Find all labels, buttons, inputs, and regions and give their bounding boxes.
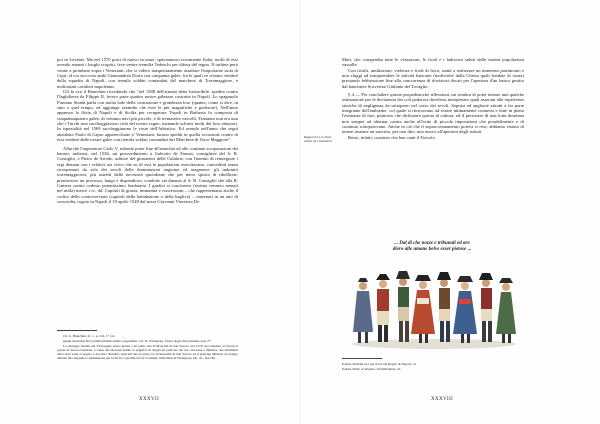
left-paragraph: poi in Levante. Ma nel 1570 posti di nuovo in mare, spavemnoso novamente Italia; molti di essi avendo smunti i luoghi scopriti, fece venire tremilia Tedeschi per difesa del regno. Il turbine però venne a piombare sopra i Veneziani, che si videro inaspettatamente assaltare l'importante isola di Cipri, al cui soccorso andò Giannandrea Doria con cinquanta galee, fra le quali ve n'erano ventitrè della squadra di Napoli, con tremila soldati comandati dal marchese di Torremaggiore, e moltissimi cavalieri napoletani. xyxy=(57,57,238,89)
left-body-text xyxy=(57,57,238,204)
left-paragraph: Allorchè l'imperatore Carlo V, ridondo poter fine all'anarchia ed alle continue scorparazioni dei baroni, indizirsi, nel 1536, un provvedimento a Galeotto de Franza, consigliere del S. R. Consiglio, e Pietro de Arredo, uditore del giustizieri delle Calabrie, con l'intento di reintegrare i regi demani con i relativi usi civici che su di essi le popolazioni esercitavano, concedesti senza riceoperanti da sola dei secoli delle dominazioni angioine ed aragonese: gli indomiti torremaggioresi, più astretti dalle necessità quotidiane che per mero spirito di ribellione, promossero un processo, lungo e dispendioso, condotto sia dinanzi al S. R. Consiglio che alla R. Camera contro codesto potentissimo feudatario. I giudici si conclusero (restino vennero menati nel nulla) mercè i cc. dd. Capitoli di grazia, immunità e concessioni – che rappresentano anche il codice delle controversioni (capitoli della baindazione o della bagliva) – contenuti in un atto di concordia, rogato in Napoli il 19 aprile 1549 dal notar Giovanni Vincenzo De xyxy=(57,145,238,204)
footnote: Poletti, Romani ed i usi civici nel Regno di Napoli, cit. xyxy=(342,362,417,366)
left-paragraph: Gli fa eco il Bianchini ricordando che "nel 1588 dell'armata detta Invincibile, spedita contro l'Inghilterra da Filippo II, fecero parte quattro nostre galeazze costruite in Napoli. Lo spagnuolo Fimiano Strada parla con molta lode della costruzione e grandezza loro (quanto, come si dice, in sino a quel tempo, ed aggiunge eziandio che esse le più magnifiche e poderose). Nell'anno appresso la flotta di Napoli e di Sicilia per recuperare Tripoli in Barberia fu composta di cinquantaquattro galee, di ventuno navi più piccole, e di trentasette vascelli. Frattanto non era uno che i Turchi non saccheggiassero città del nostro regno, menando schiavi molti dei loro abitatori. In ispezialità nel 1569 saccheggiarono le coste dell'Adriatico. Ed avendo nell'anno che seguì anzidetto Paolo di Capro apparecchiate a' Veneziani, furono spediti in quella occasione contro di essi ventitré delle nostre galee con tremila soldati comandati dal Marchese di Torre Maggiore". xyxy=(57,89,238,143)
right-paragraph: Mari, che coinpendia tutte le vessazioni, le frodi e i ladrocini subiti dalle inermi popolazioni vassalle. xyxy=(342,57,524,68)
footnote-rule xyxy=(57,330,97,331)
footnote: Poletti, Della «Cattedra» all'Abbiamata, cit. xyxy=(342,366,402,371)
figure-1 xyxy=(353,278,373,343)
left-page-number: XXXVII xyxy=(139,397,160,402)
right-paragraph: Resto, infatti, convinto che ben canti il Foscolo xyxy=(348,134,435,140)
footnote: Le reintegre feudali nel Vicereggno erano giunte a tal punto che l'Università di San Severo, nel 1570, nel chiedere al Viceré la grazia di essere rivendata, a causa del rilevanti debiti, la supplicò di darghi un padrone che ora crisciesse e dubitera, che altrimenti detta terra sarìa al pegaio e del tutto distrutta. Agli atti del processo tra l'Università di San Severo ed il principe Michele de Sangro dinanzi alla Suprema Commissione per le liti fra i già Baroni ed i Comuni, richiamati in Winspeare, Op. cit., nota 80. xyxy=(57,343,238,361)
costume-illustration xyxy=(349,262,519,350)
footnote-rule xyxy=(342,358,382,359)
quote-line: diero alle umane belve esser pietose ... xyxy=(392,247,472,252)
right-paragraph: § 4 — Per concludere queste propedeutiche riflessioni, mi sembra di poter tentare una qualche estimazione per le deviazioni dei coli poderosi dovelessi interpretare quali reazioni alle esperienze storiche di negligenza da sottoperto nel corso dei secoli. Soprusi ed angherie attratti a far parte integrante dell'ambiente, col quale si ritrovavano ad essere intimamente connessi e fatte in pieno l'esistenze di fare, piuttosto che dichiarare questa di cultura, ed il persistere di una lotta destinata non sempre ad alternar contro anche all'esito di piccole imposizioni che possibilmente e di continuo sottopotevano. Anche in ciò che il sopraccennamento poteva si rese, abbiamo vistato di tenere insieme un sancrito, per non dire, non nuovo all'apertura degli istituti. xyxy=(342,92,524,135)
figure-6 xyxy=(453,276,477,343)
right-paragraph: Con rivalti, umiliazioni, violenze e frodi di fisco, stanti a realizzare un immenso patrimonio e non sfuggì ad intraprendere le attività bancarie (moltivolte dalla Chiesa quali fondate di usura) prestando febbrissione fine alla concorrenza di doviziosi docati per l'apertura d'un banco gestito dal banchiere Scaverino Giuliano del Tovaglio. xyxy=(342,67,524,89)
poem-quote xyxy=(352,241,512,253)
right-page-number: XXXVIII xyxy=(431,397,454,402)
figure-3 xyxy=(396,271,410,342)
figure-8 xyxy=(496,278,516,343)
right-page xyxy=(300,0,600,424)
footnote: Quam absolutus Dei optimi maximi auxilio expeditum. Cfr. D. Winspeare, Storia degli abusi feudali, nota 77. xyxy=(63,338,212,343)
figure-2 xyxy=(376,274,390,342)
figure-5 xyxy=(437,272,451,342)
footnote: Cfr. L. Bianchini, O. c., p. 241, 1° vol. xyxy=(63,334,116,338)
quote-line: ... Dal di che nozze e tribunali ed are xyxy=(394,241,470,246)
left-footnotes xyxy=(57,330,238,361)
right-body-text xyxy=(342,57,524,140)
figure-7 xyxy=(479,273,493,342)
margin-note: Rapporti tra lo Stato nobile ed i subalterni xyxy=(304,135,333,143)
right-footnotes xyxy=(342,358,524,371)
figure-4 xyxy=(411,275,435,343)
